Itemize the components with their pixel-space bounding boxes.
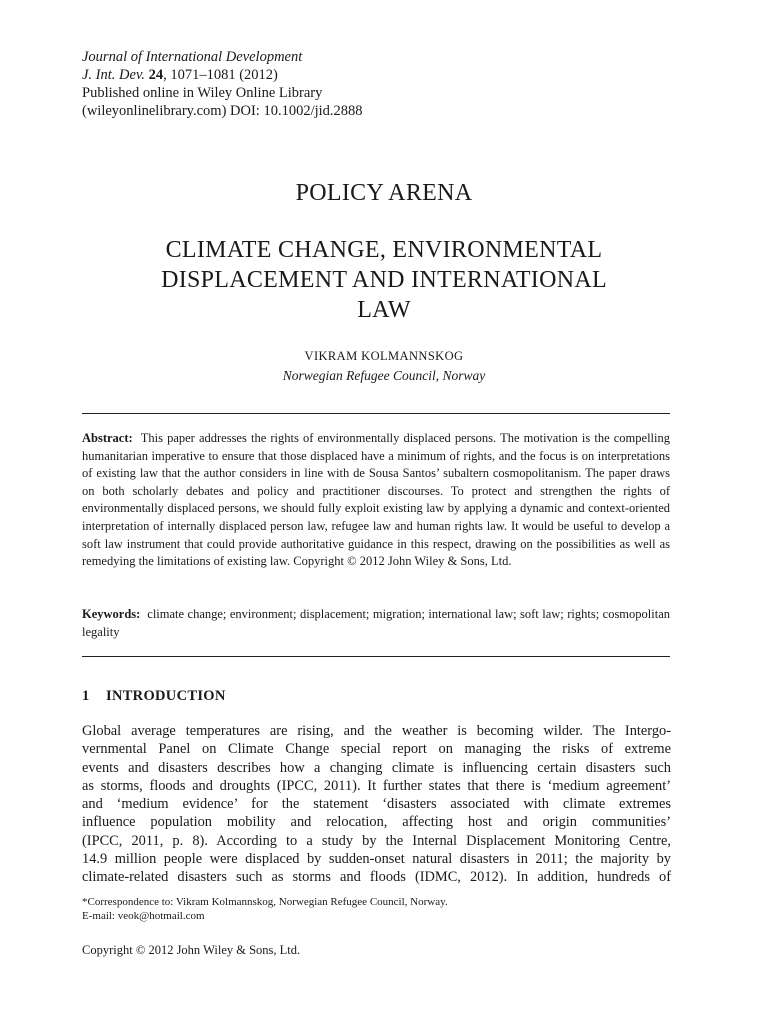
keywords xyxy=(82,606,670,641)
doi-line: (wileyonlinelibrary.com) DOI: 10.1002/jid.2888 xyxy=(82,103,363,119)
body-line: influence population mobility and relocation, affecting host and origin communities’ xyxy=(82,814,671,831)
abstract xyxy=(82,430,670,571)
journal-header xyxy=(82,48,363,120)
section-title: INTRODUCTION xyxy=(106,688,226,704)
footnote xyxy=(82,895,448,923)
section-label: POLICY ARENA xyxy=(295,180,473,206)
section-number: 1 xyxy=(82,688,90,704)
body-line: Global average temperatures are rising, and the weather is becoming wilder. The Intergo- xyxy=(82,723,671,739)
title-line: LAW xyxy=(357,297,411,323)
published-online: Published online in Wiley Online Library xyxy=(82,85,323,101)
copyright-line: Copyright © 2012 John Wiley & Sons, Ltd. xyxy=(82,943,301,957)
divider-top xyxy=(82,413,670,414)
body-line: as storms, floods and droughts (IPCC, 2011). It further states that there is ‘medium agreement’ xyxy=(82,777,671,794)
citation-abbrev: J. Int. Dev. xyxy=(82,67,145,83)
title-line: DISPLACEMENT AND INTERNATIONAL xyxy=(161,267,607,293)
abstract-label: Abstract: xyxy=(82,431,133,445)
title-line: CLIMATE CHANGE, ENVIRONMENTAL xyxy=(165,237,603,263)
keywords-label: Keywords: xyxy=(82,607,141,621)
body-line: climate-related disasters such as storms and floods (IDMC, 2012). In addition, hundreds of xyxy=(82,869,671,886)
body-paragraph xyxy=(82,722,671,887)
author-affiliation: Norwegian Refugee Council, Norway xyxy=(282,368,486,383)
body-line: events and disasters describes how a changing climate is influencing certain disasters such xyxy=(82,759,671,776)
body-line: and ‘medium evidence’ for the statement ‘disasters associated with climate extremes xyxy=(82,796,671,813)
abstract-text: This paper addresses the rights of environmentally displaced persons. The motivation is the compelling humanitarian imperative to ensure that those displaced have a minimum of rights, and the focus is on interpretations of existing law that the author considers in line with de Sousa Santos’ subaltern cosmopolitanism. The paper draws on both scholarly debates and policy and practitioner discourses. To protect and strengthen the rights of environmentally displaced persons, we should fully exploit existing law by applying a dynamic and context-oriented interpretation of internally displaced person law, refugee law and human rights law. It would be useful to develop a soft law instrument that could provide authoritative guidance in this respect, drawing on the possibilities as well as remedying the limitations of existing law. Copyright © 2012 John Wiley & Sons, Ltd. xyxy=(82,431,670,569)
body-line: 14.9 million people were displaced by sudden-onset natural disasters in 2011; the majority by xyxy=(82,851,671,868)
citation-volume: 24 xyxy=(148,67,164,83)
citation-pages: , 1071–1081 (2012) xyxy=(163,67,278,83)
footnote-email: E-mail: veok@hotmail.com xyxy=(82,910,205,922)
article-title xyxy=(84,235,684,325)
keywords-text: climate change; environment; displacement; migration; international law; soft law; rights; cosmopolitan legality xyxy=(82,607,671,639)
footnote-correspondence: *Correspondence to: Vikram Kolmannskog, Norwegian Refugee Council, Norway. xyxy=(82,896,448,908)
author-name: VIKRAM KOLMANNSKOG xyxy=(304,349,464,363)
journal-name: Journal of International Development xyxy=(82,49,303,65)
body-line: (IPCC, 2011, p. 8). According to a study by the Internal Displacement Monitoring Centre, xyxy=(82,832,671,849)
divider-bottom xyxy=(82,656,670,657)
journal-citation xyxy=(82,66,363,84)
body-line: vernmental Panel on Climate Change special report on managing the risks of extreme xyxy=(82,741,671,758)
section-heading xyxy=(82,688,226,705)
